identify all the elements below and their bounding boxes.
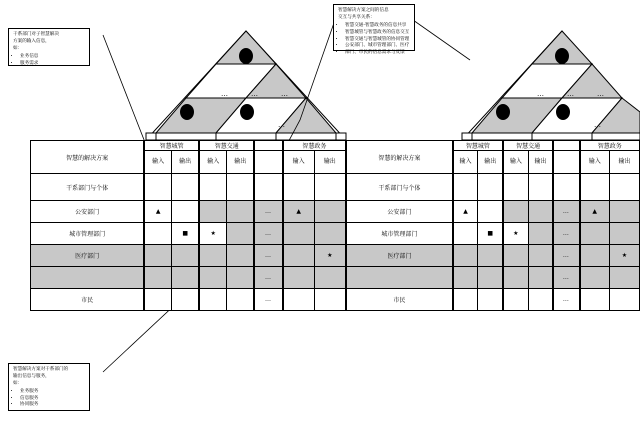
matrix-right-row-3-cell-6: [609, 267, 639, 289]
matrix-right-sub-2: [553, 151, 579, 174]
matrix-right-sub-0-out: 输出: [478, 151, 503, 174]
matrix-left-row-3-cell-1: [172, 267, 200, 289]
matrix-right: [346, 140, 640, 311]
note-roof-relations-item-4: • 部门、市民的信息需求与反馈: [345, 50, 410, 57]
matrix-left-group-c1: [172, 174, 200, 201]
matrix-left-group-label: 干系部门与个体: [31, 174, 145, 201]
svg-text:…: …: [567, 90, 574, 98]
matrix-left-row-3-label: [31, 267, 145, 289]
matrix-right-row-4-cell-6: [609, 289, 639, 311]
left-roof: [146, 31, 346, 140]
matrix-left-row-0-cell-3: [227, 201, 255, 223]
matrix-right-sub-0-in: 输入: [453, 151, 478, 174]
matrix-right-row-4-cell-1: [478, 289, 503, 311]
connector-roof-note-right: [413, 20, 470, 60]
table-row: [31, 223, 346, 245]
matrix-left-col-1-label: 智慧交通: [199, 141, 254, 151]
note-stakeholder-input: [8, 28, 90, 66]
svg-text:…: …: [221, 90, 228, 98]
matrix-right-row-0-cell-0: ▲: [453, 201, 478, 223]
table-row: [347, 289, 640, 311]
note-solution-output-item-1: • 信息服务: [20, 396, 85, 403]
matrix-right-sub-1-out: 输出: [528, 151, 553, 174]
right-roof: [462, 31, 640, 140]
matrix-right-group-c3: [528, 174, 553, 201]
matrix-right-group-c0: [453, 174, 478, 201]
matrix-right-row-2-cell-3: [528, 245, 553, 267]
matrix-left-group-c2: [199, 174, 227, 201]
matrix-right-row-2-cell-6: ★: [609, 245, 639, 267]
matrix-left-group-c5: [283, 174, 314, 201]
matrix-left-row-1-cell-2: ★: [199, 223, 227, 245]
matrix-left-row-4-cell-5: [283, 289, 314, 311]
matrix-left-row-0-label: 公安部门: [31, 201, 145, 223]
matrix-right-col-3-label: 智慧政务: [580, 141, 640, 151]
matrix-right-group-label: 干系部门与个体: [347, 174, 453, 201]
matrix-right-row-3-cell-1: [478, 267, 503, 289]
table-row: [31, 245, 346, 267]
svg-text:…: …: [597, 90, 604, 98]
matrix-right-row-4-cell-2: [503, 289, 528, 311]
matrix-right-row-2-cell-2: [503, 245, 528, 267]
matrix-left-row-3-cell-6: [314, 267, 345, 289]
matrix-right-row-3-cell-3: [528, 267, 553, 289]
matrix-left-row-0-cell-5: ▲: [283, 201, 314, 223]
matrix-left-row-4-cell-2: [199, 289, 227, 311]
matrix-right-row-1-cell-2: ★: [503, 223, 528, 245]
matrix-left-row-4-cell-0: [144, 289, 172, 311]
matrix-left-group-row: [31, 174, 346, 201]
note-solution-output-item-2: • 协同服务: [20, 402, 85, 409]
matrix-right-title: 智慧的解决方案: [347, 141, 453, 174]
note-stakeholder-input-item-0: • 业务信息: [20, 54, 85, 61]
matrix-left-row-1-cell-0: [144, 223, 172, 245]
matrix-right-row-0-cell-4: …: [553, 201, 579, 223]
matrix-left-col-2-label: [254, 141, 283, 151]
table-row: [347, 245, 640, 267]
matrix-left-row-4-label: 市民: [31, 289, 145, 311]
note-roof-relations-line-0: 智慧解决方案之间的信息: [338, 8, 389, 13]
matrix-right-col-1-label: 智慧交通: [503, 141, 553, 151]
matrix-right-row-1-cell-1: ■: [478, 223, 503, 245]
note-stakeholder-input-line-1: 方案的输入信息，: [13, 38, 50, 44]
matrix-left-row-0-cell-2: [199, 201, 227, 223]
matrix-right-row-4-cell-3: [528, 289, 553, 311]
matrix-left-row-3-cell-2: [199, 267, 227, 289]
matrix-left-sub-3-out: 输出: [314, 151, 345, 174]
matrix-left-row-2-cell-6: ★: [314, 245, 345, 267]
note-stakeholder-input-item-1: • 服务需求: [20, 61, 85, 68]
matrix-right-row-1-cell-5: [580, 223, 610, 245]
matrix-right-row-2-label: 医疗部门: [347, 245, 453, 267]
note-solution-output: [8, 363, 90, 411]
matrix-left-row-0-cell-0: ▲: [144, 201, 172, 223]
matrix-left-row-2-cell-0: [144, 245, 172, 267]
svg-text:…: …: [281, 90, 288, 98]
note-stakeholder-input-line-0: 干系部门对子智慧解决: [13, 32, 59, 37]
table-row: [31, 201, 346, 223]
table-row: [31, 289, 346, 311]
matrix-left-row-4-cell-1: [172, 289, 200, 311]
matrix-left-row-2-cell-3: [227, 245, 255, 267]
matrix-right-row-0-cell-3: [528, 201, 553, 223]
matrix-left-group-c0: [144, 174, 172, 201]
matrix-left-row-0-cell-1: [172, 201, 200, 223]
matrix-right-row-3-cell-5: [580, 267, 610, 289]
matrix-left-sub-1-out: 输出: [227, 151, 255, 174]
matrix-left-row-2-cell-2: [199, 245, 227, 267]
note-roof-relations-item-2: • 智慧交通与智慧城管的协同管理: [345, 37, 410, 44]
matrix-right-col-2-label: [553, 141, 579, 151]
matrix-right-row-2-cell-4: …: [553, 245, 579, 267]
matrix-right-row-2-cell-5: [580, 245, 610, 267]
matrix-right-group-row: [347, 174, 640, 201]
matrix-left-sub-0-out: 输出: [172, 151, 200, 174]
matrix-right-sub-3-in: 输入: [580, 151, 610, 174]
matrix-left: [30, 140, 346, 311]
note-solution-output-item-0: • 业务服务: [20, 389, 85, 396]
matrix-right-row-1-cell-0: [453, 223, 478, 245]
matrix-left-col-3-label: 智慧政务: [283, 141, 346, 151]
matrix-right-row-0-cell-5: ▲: [580, 201, 610, 223]
note-roof-relations-items: [338, 23, 410, 57]
matrix-right-row-4-label: 市民: [347, 289, 453, 311]
matrix-left-sub-1-in: 输入: [199, 151, 227, 174]
matrix-right-row-3-label: [347, 267, 453, 289]
matrix-left-sub-0-in: 输入: [144, 151, 172, 174]
matrix-right-row-4-cell-4: …: [553, 289, 579, 311]
matrix-left-row-2-cell-5: [283, 245, 314, 267]
matrix-left-sub-2: [254, 151, 283, 174]
note-solution-output-line-1: 输出信息与服务，: [13, 373, 50, 379]
matrix-left-row-4-cell-3: [227, 289, 255, 311]
matrix-left-sub-3-in: 输入: [283, 151, 314, 174]
matrix-left-row-1-cell-5: [283, 223, 314, 245]
matrix-right-row-1-label: 城市管理部门: [347, 223, 453, 245]
matrix-right-sub-3-out: 输出: [609, 151, 639, 174]
matrix-left-group-c3: [227, 174, 255, 201]
matrix-left-header-row: [31, 141, 346, 151]
note-roof-relations-item-3: • 公安部门、城市管理部门、医疗: [345, 43, 410, 50]
matrix-left-group-c4: [254, 174, 283, 201]
note-roof-relations-item-1: • 智慧城管与智慧政务的信息交互: [345, 30, 410, 37]
matrix-left-row-2-cell-4: …: [254, 245, 283, 267]
matrix-right-row-1-cell-4: …: [553, 223, 579, 245]
note-solution-output-line-0: 智慧解决方案对干系部门的: [13, 367, 69, 372]
matrix-right-row-4-cell-0: [453, 289, 478, 311]
matrix-right-group-c2: [503, 174, 528, 201]
table-row: [347, 201, 640, 223]
svg-text:…: …: [594, 121, 601, 129]
matrix-right-row-3-cell-2: [503, 267, 528, 289]
matrix-right-row-1-cell-3: [528, 223, 553, 245]
matrix-right-row-0-cell-2: [503, 201, 528, 223]
matrix-left-row-0-cell-4: …: [254, 201, 283, 223]
svg-text:…: …: [278, 121, 285, 129]
matrix-right-row-2-cell-1: [478, 245, 503, 267]
table-row: [31, 267, 346, 289]
matrix-left-col-0-label: 智慧城管: [144, 141, 199, 151]
note-roof-relations-item-0: • 智慧交通-智慧政务的信息共享: [345, 23, 410, 30]
matrix-left-row-4-cell-4: …: [254, 289, 283, 311]
matrix-right-row-3-cell-4: …: [553, 267, 579, 289]
matrix-left-row-3-cell-3: [227, 267, 255, 289]
matrix-left-row-3-cell-4: …: [254, 267, 283, 289]
matrix-left-row-1-cell-3: [227, 223, 255, 245]
note-roof-relations-line-1: 交互与共享关系：: [338, 14, 375, 20]
matrix-right-header-row: [347, 141, 640, 151]
matrix-left-row-2-cell-1: [172, 245, 200, 267]
matrix-right-group-c4: [553, 174, 579, 201]
note-stakeholder-input-line-2: 如：: [13, 45, 23, 51]
matrix-left-row-1-cell-4: …: [254, 223, 283, 245]
matrix-left-row-1-cell-1: ■: [172, 223, 200, 245]
table-row: [347, 267, 640, 289]
note-solution-output-items: [13, 389, 85, 410]
note-roof-relations: [333, 4, 415, 56]
matrix-right-row-0-label: 公安部门: [347, 201, 453, 223]
matrix-left-row-3-cell-5: [283, 267, 314, 289]
svg-text:…: …: [251, 90, 258, 98]
matrix-right-sub-1-in: 输入: [503, 151, 528, 174]
matrix-left-row-1-label: 城市管理部门: [31, 223, 145, 245]
matrix-left-group-c6: [314, 174, 345, 201]
matrix-right-col-0-label: 智慧城管: [453, 141, 503, 151]
svg-text:…: …: [537, 90, 544, 98]
table-row: [347, 223, 640, 245]
matrix-left-row-3-cell-0: [144, 267, 172, 289]
matrix-left-row-4-cell-6: [314, 289, 345, 311]
matrix-left-row-2-label: 医疗部门: [31, 245, 145, 267]
note-stakeholder-input-items: [13, 54, 85, 68]
matrix-left-row-0-cell-6: [314, 201, 345, 223]
matrix-right-group-c1: [478, 174, 503, 201]
matrix-left-row-1-cell-6: [314, 223, 345, 245]
matrix-right-row-0-cell-6: [609, 201, 639, 223]
note-solution-output-line-2: 如：: [13, 380, 23, 386]
matrix-right-group-c6: [609, 174, 639, 201]
matrix-left-title: 智慧的解决方案: [31, 141, 145, 174]
matrix-right-group-c5: [580, 174, 610, 201]
matrix-right-row-1-cell-6: [609, 223, 639, 245]
matrix-right-row-4-cell-5: [580, 289, 610, 311]
matrix-right-row-3-cell-0: [453, 267, 478, 289]
matrix-right-row-2-cell-0: [453, 245, 478, 267]
matrix-right-row-0-cell-1: [478, 201, 503, 223]
